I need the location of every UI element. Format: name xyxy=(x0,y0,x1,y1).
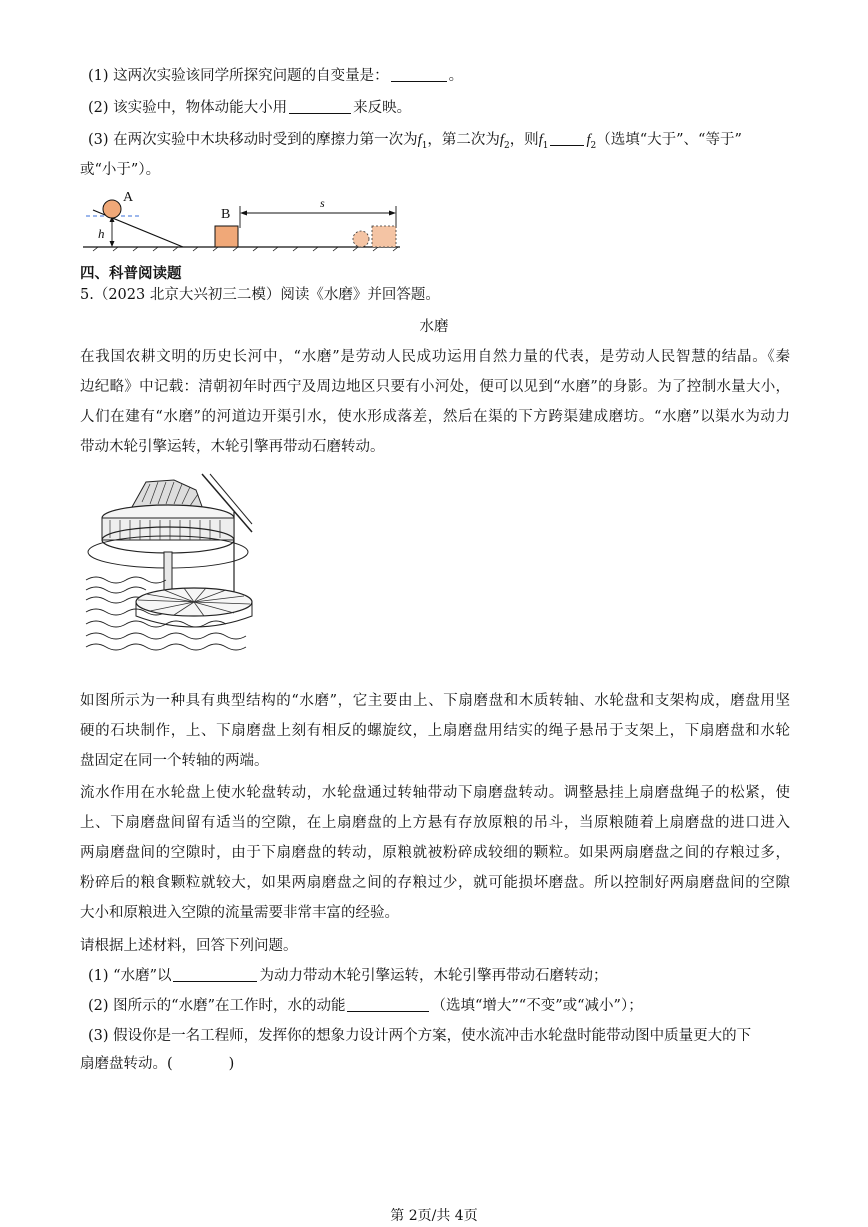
ball-a xyxy=(103,200,121,218)
answer-blank[interactable] xyxy=(391,66,447,82)
item-text-end: ) xyxy=(228,1056,235,1072)
item-text: 在两次实验中木块移动时受到的摩擦力第一次为 xyxy=(113,132,418,148)
item-text: ，则 xyxy=(509,132,539,148)
item-text-end: 。 xyxy=(448,68,464,84)
answer-blank[interactable] xyxy=(550,130,584,146)
label-b: B xyxy=(221,207,231,222)
paragraph-line: 在我国农耕文明的历史长河中，“水磨”是劳动人民成功运用自然力量的代表，是劳动人民智慧的结晶。《秦 xyxy=(80,349,790,365)
label-s: s xyxy=(320,196,325,210)
paragraph-line: 流水作用在水轮盘上使水轮盘转动，水轮盘通过转轴带动下扇磨盘转动。调整悬挂上扇磨盘绳子的松紧，使 xyxy=(80,785,790,801)
article-paragraph-3 xyxy=(80,778,790,928)
item-text: （选填“大于”、“等于” xyxy=(596,132,742,148)
item-text: 该实验中，物体动能大小用 xyxy=(113,100,288,116)
question-5-header: 5.（2023 北京大兴初三二模）阅读《水磨》并回答题。 xyxy=(80,287,440,303)
item-text: “水磨”以 xyxy=(113,968,172,984)
subscript: 2 xyxy=(503,140,510,151)
paragraph-line: 两扇磨盘间的空隙时，由于下扇磨盘的转动，原粮就被粉碎成较细的颗粒。如果两扇磨盘之间的存粮过多， xyxy=(80,845,790,861)
questions-prompt: 请根据上述材料，回答下列问题。 xyxy=(80,938,298,954)
experiment-diagram xyxy=(78,188,408,252)
paragraph-line: 上、下扇磨盘间留有适当的空隙，在上扇磨盘的上方悬有存放原粮的吊斗，当原粮随着上扇磨盘的进口进入 xyxy=(80,815,790,831)
ball-final-position xyxy=(353,231,369,247)
label-a: A xyxy=(123,190,134,205)
item-text-end: （选填“增大”“不变”或“减小”）； xyxy=(431,998,643,1014)
q4-item-3-continued: 或“小于”）。 xyxy=(80,162,161,178)
item-text: 假设你是一名工程师，发挥你的想象力设计两个方案，使水流冲击水轮盘时能带动图中质量更大的下 xyxy=(113,1028,752,1044)
subscript: 1 xyxy=(542,140,549,151)
answer-blank[interactable] xyxy=(347,996,429,1012)
item-text: 扇磨盘转动。( xyxy=(80,1056,173,1072)
paragraph-line: 粉碎后的粮食颗粒就较大，如果两扇磨盘之间的存粮过少，就可能损坏磨盘。所以控制好两扇磨盘间的空隙 xyxy=(80,875,790,891)
item-number: (3) xyxy=(88,1028,109,1044)
item-number: (1) xyxy=(88,968,109,984)
item-number: (1) xyxy=(88,68,109,84)
f1-symbol: f xyxy=(538,132,543,148)
paragraph-line: 人们在建有“水磨”的河道边开渠引水，使水形成落差，然后在渠的下方跨渠建成磨坊。“水磨”以渠水为动力 xyxy=(80,409,790,425)
section-heading: 四、科普阅读题 xyxy=(80,265,182,282)
f1-symbol: f xyxy=(417,132,422,148)
q5-item-1 xyxy=(88,966,607,986)
paragraph-line: 硬的石块制作，上、下扇磨盘上刻有相反的螺旋纹，上扇磨盘用结实的绳子悬吊于支架上，下扇磨盘和水轮 xyxy=(80,723,790,739)
page-footer: 第 2页/共 4页 xyxy=(390,1208,478,1224)
paragraph-line: 边纪略》中记载：清朝初年时西宁及周边地区只要有小河处，便可以见到“水磨”的身影。为了控制水量大小， xyxy=(80,379,790,395)
block-b xyxy=(215,226,238,247)
article-paragraph-2 xyxy=(80,686,790,776)
paragraph-line: 大小和原粮进入空隙的流量需要非常丰富的经验。 xyxy=(80,905,399,921)
q4-item-3 xyxy=(88,130,742,156)
item-number: (2) xyxy=(88,100,109,116)
item-number: (3) xyxy=(88,132,109,148)
water-mill-illustration xyxy=(84,472,256,652)
f2-symbol: f xyxy=(499,132,504,148)
subscript: 2 xyxy=(590,140,597,151)
answer-blank[interactable] xyxy=(289,98,351,114)
item-text: ，第二次为 xyxy=(427,132,500,148)
item-text: 图所示的“水磨”在工作时，水的动能 xyxy=(113,998,346,1014)
block-final-position xyxy=(372,226,396,247)
item-text: 这两次实验该同学所探究问题的自变量是： xyxy=(113,68,389,84)
article-paragraph-1 xyxy=(80,342,790,462)
item-text-end: 来反映。 xyxy=(353,100,412,116)
q4-item-2 xyxy=(88,98,411,118)
q5-item-3-continued xyxy=(80,1054,234,1074)
paragraph-line: 如图所示为一种具有典型结构的“水磨”，它主要由上、下扇磨盘和木质转轴、水轮盘和支架构成，磨盘用坚 xyxy=(80,693,790,709)
q4-item-1 xyxy=(88,66,463,86)
item-number: (2) xyxy=(88,998,109,1014)
paragraph-line: 带动木轮引擎运转，木轮引擎再带动石磨转动。 xyxy=(80,439,385,455)
subscript: 1 xyxy=(421,140,428,151)
paragraph-line: 盘固定在同一个转轴的两端。 xyxy=(80,753,269,769)
answer-blank[interactable] xyxy=(173,966,257,982)
article-title: 水磨 xyxy=(419,319,449,335)
q5-item-3 xyxy=(88,1026,751,1046)
f2-symbol: f xyxy=(586,132,591,148)
label-h: h xyxy=(98,226,105,241)
q5-item-2 xyxy=(88,996,643,1016)
item-text-end: 为动力带动木轮引擎运转，木轮引擎再带动石磨转动； xyxy=(259,968,608,984)
